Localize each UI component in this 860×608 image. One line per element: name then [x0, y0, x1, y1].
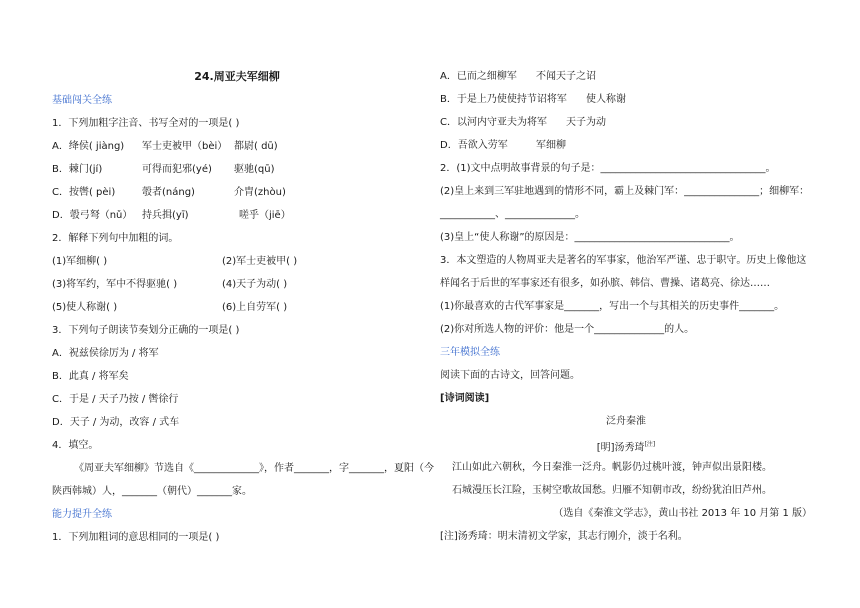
question-3: 3．下列句子朗读节奏划分正确的一项是( ): [52, 325, 240, 336]
ability-question-2-2: (2)皇上来到三军驻地遇到的情形不同，霸上及棘门军：_______________；细柳军：: [440, 186, 810, 197]
q4-line-1: 《周亚夫军细柳》节选自《_____________》，作者_______，字_______，夏阳（今: [74, 463, 434, 474]
ability-question-1: 1．下列加粗词的意思相同的一项是( ): [52, 532, 220, 543]
section-ability: 能力提升全练: [52, 509, 112, 520]
author-note-mark: [注]: [644, 441, 656, 448]
ability-question-2-1: 2．(1)文中点明故事背景的句子是：_________________________________。: [440, 163, 776, 174]
ability-question-3-2: (2)你对所选人物的评价：他是一个______________的人。: [440, 324, 695, 335]
page-title: 24.周亚夫军细柳: [194, 70, 280, 83]
section-mock: 三年模拟全练: [440, 347, 500, 358]
ability-question-3: 3．本文塑造的人物周亚夫是著名的军事家，他治军严谨、忠于职守。历史上像他这: [440, 255, 807, 266]
reading-instruction: 阅读下面的古诗文，回答问题。: [440, 370, 580, 381]
q3-option-c: C．于是 / 天子乃按 / 辔徐行: [52, 394, 179, 405]
q3-option-d: D．天子 / 为动，改容 / 式车: [52, 417, 180, 428]
section-basic: 基础闯关全练: [52, 95, 112, 106]
poetry-header: [诗词阅读]: [440, 393, 490, 404]
question-4: 4．填空。: [52, 440, 99, 451]
poem-source: （选自《秦淮文学志》，黄山书社 2013 年 10 月第 1 版）: [553, 508, 812, 519]
question-1: 1．下列加粗字注音、书写全对的一项是( ): [52, 118, 240, 129]
poem-author: [明]汤秀琦[注]: [596, 441, 656, 454]
q3-option-a: A．祝兹侯徐厉为 / 将军: [52, 348, 159, 359]
document-page: 24.周亚夫军细柳 基础闯关全练 1．下列加粗字注音、书写全对的一项是( ) A．绛侯( jiàng) 军士吏被甲（bèi） 都尉( dū) B．棘门(jí) 可得而犯邪(yé) 驱驰(qū) C．按辔( pèi) 彀者(náng) 介胄(zhòu) D．彀弓弩（nǔ） 持兵揖(yī) 嗟乎（jiē） 2．解释下列句中加粗的词。 (1)军细柳( ) (2)军士吏被甲( ) (3)将军约，军中不得驱驰( ) (4)天子为动( ) (5)使人称谢( ) (6)上自劳军( ) 3．下列句子朗读节奏划分正确的一项是( ) A．祝兹侯徐厉为 / 将军 B．此真 / 将军矣 C．于是 / 天子乃按 / 辔徐行 D．天子 / 为动，改容 / 式车 4．填空。 《周亚夫军细柳》节选自《_____________》，作者_______，字_______，夏阳（今 陕西韩城）人，_______（朝代）_______家。 能力提升全练 1．下列加粗词的意思相同的一项是( ) A．已而之细柳军 不闻天子之诏 B．于是上乃使使持节诏将军 使人称谢 C．以河内守亚夫为将军 天子为动 D．吾欲入劳军 军细柳 2．(1)文中点明故事背景的句子是：_________________________________。 (2)皇上来到三军驻地遇到的情形不同，霸上及棘门军：_______________；细柳军： ___________、______________。 (3)皇上“使人称谢”的原因是：_______________________________。 3．本文塑造的人物周亚夫是著名的军事家，他治军严谨、忠于职守。历史上像他这 样闻名于后世的军事家还有很多，如孙膑、韩信、曹操、诸葛亮、徐达…… (1)你最喜欢的古代军事家是_______，写出一个与其相关的历史事件_______。 (2)你对所选人物的评价：他是一个______________的人。 三年模拟全练 阅读下面的古诗文，回答问题。 [诗词阅读] 泛舟秦淮 [明]汤秀琦[注] 江山如此六朝秋，今日秦淮一泛舟。帆影仍过桃叶渡，钟声似出景阳楼。 石城漫压长江险，玉树空歌故国愁。归雁不知朝市改，纷纷犹泊旧芦州。 （选自《秦淮文学志》，黄山书社 2013 年 10 月第 1 版） [注]汤秀琦：明末清初文学家，其志行刚介，淡于名利。: [52, 70, 812, 543]
poem-note: [注]汤秀琦：明末清初文学家，其志行刚介，淡于名利。: [440, 531, 688, 542]
ability-question-2-3: (3)皇上“使人称谢”的原因是：_______________________________。: [440, 232, 740, 243]
ability-question-3-cont: 样闻名于后世的军事家还有很多，如孙膑、韩信、曹操、诸葛亮、徐达……: [440, 278, 770, 289]
poem-line-2: 石城漫压长江险，玉树空歌故国愁。归雁不知朝市改，纷纷犹泊旧芦州。: [452, 485, 772, 496]
q3-option-b: B．此真 / 将军矣: [52, 371, 129, 382]
ability-question-3-1: (1)你最喜欢的古代军事家是_______，写出一个与其相关的历史事件_______。: [440, 301, 785, 312]
poem-line-1: 江山如此六朝秋，今日秦淮一泛舟。帆影仍过桃叶渡，钟声似出景阳楼。: [452, 462, 772, 473]
q4-line-2: 陕西韩城）人，_______（朝代）_______家。: [52, 486, 252, 497]
ability-question-2-2-cont: ___________、______________。: [440, 209, 585, 220]
poem-title: 泛舟秦淮: [606, 416, 646, 427]
question-2: 2．解释下列句中加粗的词。: [52, 233, 179, 244]
